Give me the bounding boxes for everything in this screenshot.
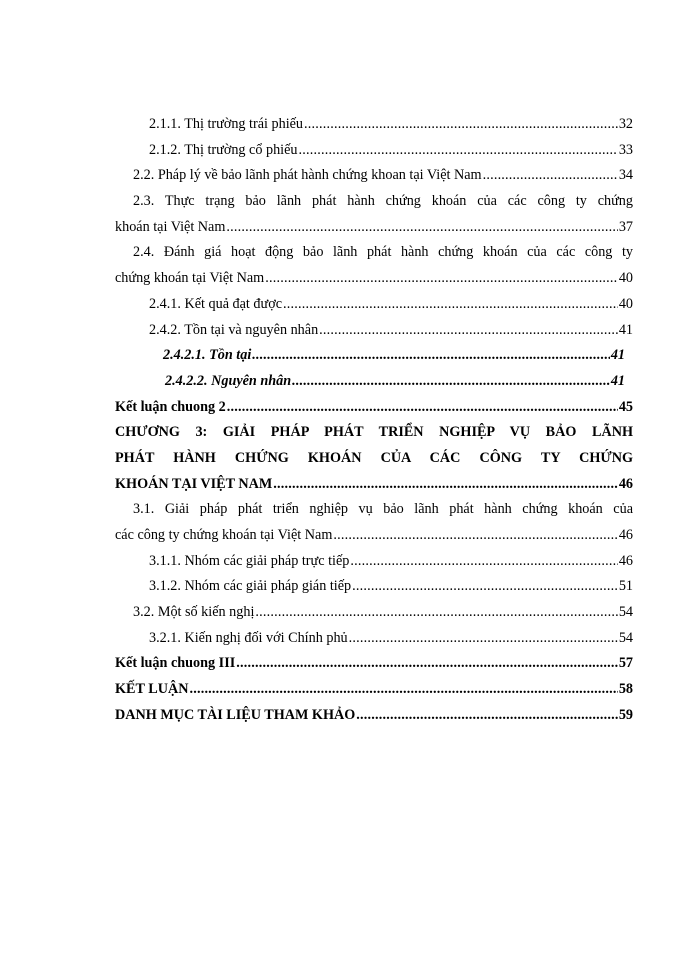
toc-entry-title: khoán tại Việt Nam [115, 218, 226, 235]
toc-page-number: 37 [618, 218, 633, 235]
toc-entry-chuong-3-line1[interactable]: CHƯƠNG 3: GIẢI PHÁP PHÁT TRIỂN NGHIỆP VỤ BẢO LÃNH [115, 424, 633, 441]
toc-entry-title: 2.4.2.1. Tồn tại [163, 347, 252, 364]
toc-page-number: 40 [618, 270, 633, 287]
toc-entry-title: KẾT LUẬN [115, 681, 189, 698]
toc-entry-title: 3.1.2. Nhóm các giải pháp gián tiếp [149, 578, 352, 595]
toc-leader-dots [356, 703, 618, 729]
toc-entry-ket-luan-chuong-2[interactable] [115, 395, 633, 421]
toc-entry-2-3-line1[interactable]: 2.3. Thực trạng bảo lãnh phát hành chứng khoán của các công ty chứng [133, 193, 633, 210]
toc-entry-3-1[interactable] [115, 523, 633, 549]
toc-leader-dots [227, 395, 618, 421]
table-of-contents [115, 112, 633, 729]
toc-entry-title: chứng khoán tại Việt Nam [115, 270, 265, 287]
toc-entry-title: các công ty chứng khoán tại Việt Nam [115, 527, 333, 543]
toc-entry-title: 2.2. Pháp lý về bảo lãnh phát hành chứng khoan tại Việt Nam [133, 167, 482, 184]
toc-entry-2-1-1[interactable] [115, 112, 633, 138]
toc-page-number: 34 [618, 167, 633, 184]
toc-entry-title: 3.1.1. Nhóm các giải pháp trực tiếp [149, 552, 350, 569]
toc-entry-2-4-1[interactable] [115, 292, 633, 318]
toc-entry-title: 2.4.2. Tồn tại và nguyên nhân [149, 321, 319, 338]
toc-entry-2-4[interactable] [115, 266, 633, 292]
toc-leader-dots [349, 626, 618, 652]
toc-entry-title: Kết luận chuong III [115, 655, 236, 672]
toc-leader-dots [292, 369, 610, 395]
toc-entry-chuong-3-line2[interactable]: PHÁT HÀNH CHỨNG KHOÁN CỦA CÁC CÔNG TY CHỨNG [115, 449, 633, 466]
toc-leader-dots [483, 163, 618, 189]
toc-leader-dots [352, 574, 618, 600]
toc-page-number: 51 [618, 578, 633, 595]
toc-entry-3-1-line1[interactable]: 3.1. Giải pháp phát triển nghiệp vụ bảo lãnh phát hành chứng khoán của [133, 501, 633, 518]
toc-entry-title: Kết luận chuong 2 [115, 398, 226, 415]
toc-leader-dots [255, 600, 617, 626]
toc-leader-dots [273, 472, 618, 498]
toc-leader-dots [299, 138, 618, 164]
toc-entry-3-2-1[interactable] [115, 626, 633, 652]
toc-page-number: 41 [618, 321, 633, 338]
toc-page-number: 46 [618, 552, 633, 569]
toc-entry-2-4-line1[interactable]: 2.4. Đánh giá hoạt động bảo lãnh phát hành chứng khoán của các công ty [133, 244, 633, 261]
toc-page-number: 45 [618, 398, 633, 415]
toc-entry-title: 2.1.1. Thị trường trái phiếu [149, 116, 304, 132]
toc-entry-3-1-1[interactable] [115, 549, 633, 575]
toc-entry-title: 2.4.2.2. Nguyên nhân [165, 372, 292, 389]
toc-page-number: 40 [618, 295, 633, 312]
toc-page-number: 46 [618, 527, 633, 543]
toc-leader-dots [252, 343, 610, 369]
toc-entry-2-4-2-1[interactable] [115, 343, 633, 369]
toc-leader-dots [265, 266, 618, 292]
toc-leader-dots [226, 215, 617, 241]
toc-page-number: 33 [618, 141, 633, 158]
toc-leader-dots [236, 651, 618, 677]
toc-entry-title: KHOÁN TẠI VIỆT NAM [115, 475, 273, 492]
toc-entry-2-4-2[interactable] [115, 318, 633, 344]
toc-leader-dots [350, 549, 617, 575]
toc-page-number: 58 [618, 681, 633, 698]
toc-leader-dots [189, 677, 617, 703]
toc-leader-dots [319, 318, 618, 344]
toc-page-number: 41 [610, 347, 625, 364]
toc-entry-title: DANH MỤC TÀI LIỆU THAM KHẢO [115, 706, 356, 723]
toc-page-number: 46 [618, 475, 633, 492]
toc-leader-dots [333, 523, 617, 549]
toc-entry-3-2[interactable] [115, 600, 633, 626]
toc-entry-title: 2.4.1. Kết quả đạt được [149, 295, 282, 312]
toc-entry-2-2[interactable] [115, 163, 633, 189]
toc-entry-3-1-2[interactable] [115, 574, 633, 600]
toc-entry-title: 3.2.1. Kiến nghị đối với Chính phủ [149, 629, 348, 646]
toc-entry-chuong-3[interactable] [115, 472, 633, 498]
toc-entry-2-4-2-2[interactable] [115, 369, 633, 395]
toc-leader-dots [304, 112, 618, 138]
toc-page-number: 41 [610, 372, 625, 389]
toc-entry-ket-luan-chuong-3[interactable] [115, 651, 633, 677]
toc-page-number: 32 [618, 116, 633, 132]
toc-entry-2-1-2[interactable] [115, 138, 633, 164]
toc-entry-danh-muc-tai-lieu[interactable] [115, 703, 633, 729]
toc-page-number: 54 [618, 604, 633, 621]
toc-page-number: 59 [618, 706, 633, 723]
toc-entry-2-3[interactable] [115, 215, 633, 241]
toc-leader-dots [283, 292, 618, 318]
toc-page-number: 57 [618, 655, 633, 672]
toc-entry-title: 3.2. Một số kiến nghị [133, 604, 255, 621]
toc-page-number: 54 [618, 629, 633, 646]
toc-entry-ket-luan[interactable] [115, 677, 633, 703]
toc-entry-title: 2.1.2. Thị trường cổ phiếu [149, 141, 298, 158]
